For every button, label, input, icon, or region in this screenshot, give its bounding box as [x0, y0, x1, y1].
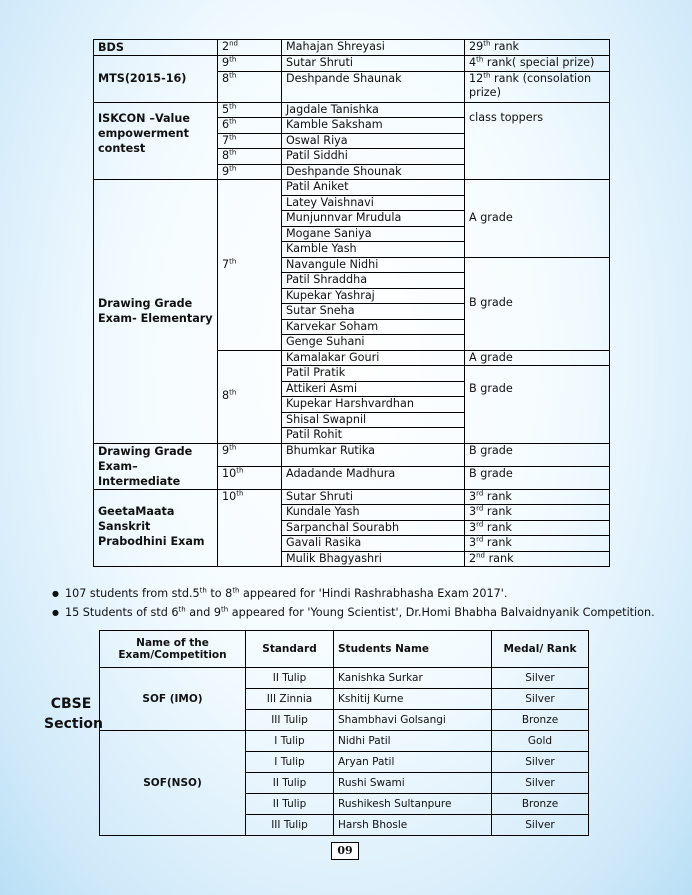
standard-cell: 7th	[218, 180, 282, 351]
medal-cell: Silver	[492, 815, 589, 836]
student-name-cell: Harsh Bhosle	[334, 815, 492, 836]
list-item: ● 107 students from std.5th to 8th appeared for 'Hindi Rashrabhasha Exam 2017'.	[52, 584, 655, 603]
result-cell: 29th rank	[465, 40, 610, 56]
result-cell: 3rd rank	[465, 536, 610, 552]
student-name-cell: Rushikesh Sultanpure	[334, 794, 492, 815]
table-row	[94, 40, 610, 56]
student-name-cell: Genge Suhani	[282, 335, 465, 351]
grade-cell: B grade	[465, 366, 610, 444]
standard-cell: 8th	[218, 350, 282, 443]
result-cell: 12th rank (consolation prize)	[465, 71, 610, 102]
category-cell: BDS	[94, 40, 218, 56]
table-row	[94, 180, 610, 196]
standard-cell: I Tulip	[246, 731, 334, 752]
result-cell: 4th rank( special prize)	[465, 56, 610, 72]
standard-cell: 7th	[218, 133, 282, 149]
student-name-cell: Patil Siddhi	[282, 149, 465, 165]
exam-cell: SOF(NSO)	[100, 731, 246, 836]
student-name-cell: Mogane Saniya	[282, 226, 465, 242]
student-name-cell: Kupekar Harshvardhan	[282, 397, 465, 413]
notes-list	[52, 584, 655, 622]
student-name-cell: Patil Shraddha	[282, 273, 465, 289]
student-name-cell: Sutar Shruti	[282, 56, 465, 72]
medal-cell: Gold	[492, 731, 589, 752]
medal-cell: Silver	[492, 668, 589, 689]
student-name-cell: Munjunnvar Mrudula	[282, 211, 465, 227]
grade-cell: A grade	[465, 350, 610, 366]
standard-cell: 2nd	[218, 40, 282, 56]
standard-cell: 5th	[218, 102, 282, 118]
student-name-cell: Shisal Swapnil	[282, 412, 465, 428]
result-cell: 3rd rank	[465, 505, 610, 521]
list-item: ● 15 Students of std 6th and 9th appeared for 'Young Scientist', Dr.Homi Bhabha Balvaidnyanik Competition.	[52, 603, 655, 622]
grade-cell: B grade	[465, 257, 610, 350]
grade-cell: B grade	[465, 466, 610, 489]
medal-cell: Silver	[492, 689, 589, 710]
student-name-cell: Karvekar Soham	[282, 319, 465, 335]
cbse-table	[99, 630, 589, 836]
page-number: 09	[331, 842, 359, 860]
standard-cell: 9th	[218, 56, 282, 72]
table-row	[94, 102, 610, 118]
student-name-cell: Sarpanchal Sourabh	[282, 520, 465, 536]
student-name-cell: Sutar Shruti	[282, 489, 465, 505]
column-header-name: Students Name	[334, 631, 492, 668]
standard-cell: 8th	[218, 71, 282, 102]
table-row	[94, 56, 610, 72]
column-header-standard: Standard	[246, 631, 334, 668]
medal-cell: Silver	[492, 773, 589, 794]
student-name-cell: Mahajan Shreyasi	[282, 40, 465, 56]
student-name-cell: Sutar Sneha	[282, 304, 465, 320]
medal-cell: Bronze	[492, 710, 589, 731]
standard-cell: II Tulip	[246, 794, 334, 815]
category-cell: Drawing Grade Exam– Intermediate	[94, 443, 218, 489]
result-cell: class toppers	[465, 102, 610, 180]
medal-cell: Bronze	[492, 794, 589, 815]
student-name-cell: Navangule Nidhi	[282, 257, 465, 273]
student-name-cell: Patil Aniket	[282, 180, 465, 196]
achievements-table	[93, 39, 610, 567]
student-name-cell: Kanishka Surkar	[334, 668, 492, 689]
result-cell: 3rd rank	[465, 489, 610, 505]
exam-cell: SOF (IMO)	[100, 668, 246, 731]
standard-cell: 10th	[218, 466, 282, 489]
table-row	[100, 668, 589, 689]
standard-cell: 9th	[218, 443, 282, 466]
standard-cell: III Tulip	[246, 815, 334, 836]
student-name-cell: Deshpande Shounak	[282, 164, 465, 180]
standard-cell: II Tulip	[246, 668, 334, 689]
student-name-cell: Adadande Madhura	[282, 466, 465, 489]
student-name-cell: Oswal Riya	[282, 133, 465, 149]
student-name-cell: Latey Vaishnavi	[282, 195, 465, 211]
standard-cell: 10th	[218, 489, 282, 567]
category-cell: Drawing Grade Exam- Elementary	[94, 180, 218, 444]
student-name-cell: Kamalakar Gouri	[282, 350, 465, 366]
student-name-cell: Aryan Patil	[334, 752, 492, 773]
student-name-cell: Shambhavi Golsangi	[334, 710, 492, 731]
student-name-cell: Kamble Yash	[282, 242, 465, 258]
table-row	[94, 489, 610, 505]
student-name-cell: Jagdale Tanishka	[282, 102, 465, 118]
student-name-cell: Mulik Bhagyashri	[282, 551, 465, 567]
student-name-cell: Patil Pratik	[282, 366, 465, 382]
student-name-cell: Patil Rohit	[282, 428, 465, 444]
category-cell: GeetaMaata Sanskrit Prabodhini Exam	[94, 489, 218, 567]
column-header-exam: Name of the Exam/Competition	[100, 631, 246, 668]
student-name-cell: Rushi Swami	[334, 773, 492, 794]
cbse-section-label	[44, 694, 103, 734]
student-name-cell: Bhumkar Rutika	[282, 443, 465, 466]
standard-cell: 9th	[218, 164, 282, 180]
student-name-cell: Gavali Rasika	[282, 536, 465, 552]
student-name-cell: Kupekar Yashraj	[282, 288, 465, 304]
standard-cell: 8th	[218, 149, 282, 165]
category-cell: MTS(2015-16)	[94, 56, 218, 103]
grade-cell: B grade	[465, 443, 610, 466]
grade-cell: A grade	[465, 180, 610, 258]
student-name-cell: Kamble Saksham	[282, 118, 465, 134]
standard-cell: 6th	[218, 118, 282, 134]
column-header-medal: Medal/ Rank	[492, 631, 589, 668]
standard-cell: III Zinnia	[246, 689, 334, 710]
result-cell: 3rd rank	[465, 520, 610, 536]
student-name-cell: Deshpande Shaunak	[282, 71, 465, 102]
student-name-cell: Kundale Yash	[282, 505, 465, 521]
student-name-cell: Nidhi Patil	[334, 731, 492, 752]
standard-cell: I Tulip	[246, 752, 334, 773]
section-label-line: Section	[44, 716, 103, 732]
student-name-cell: Attikeri Asmi	[282, 381, 465, 397]
table-row	[94, 443, 610, 466]
medal-cell: Silver	[492, 752, 589, 773]
standard-cell: III Tulip	[246, 710, 334, 731]
student-name-cell: Kshitij Kurne	[334, 689, 492, 710]
header-row	[100, 631, 589, 668]
section-label-line: CBSE	[50, 696, 92, 712]
category-cell: ISKCON –Value empowerment contest	[94, 102, 218, 180]
standard-cell: II Tulip	[246, 773, 334, 794]
table-row	[100, 731, 589, 752]
result-cell: 2nd rank	[465, 551, 610, 567]
